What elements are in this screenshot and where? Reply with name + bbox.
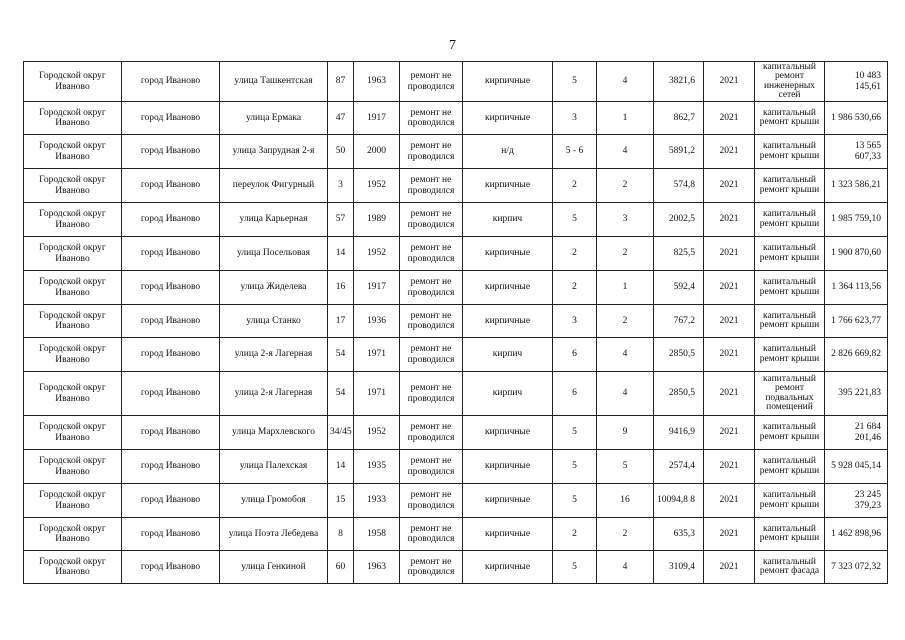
entrances-cell: 2 [597,237,654,271]
year-built-cell: 2000 [354,135,400,169]
entrances-cell: 4 [597,62,654,102]
work-type-cell: капитальный ремонт инженерных сетей [755,62,825,102]
area-cell: 862,7 [654,102,704,135]
last-repair-cell: ремонт не проводился [400,484,463,518]
city-cell: город Иваново [122,416,220,450]
district-cell: Городской округ Иваново [24,372,122,416]
cost-cell: 5 928 045,14 [825,450,888,484]
last-repair-cell: ремонт не проводился [400,102,463,135]
area-cell: 9416,9 [654,416,704,450]
floors-cell: 3 [553,305,597,338]
last-repair-cell: ремонт не проводился [400,271,463,305]
plan-year-cell: 2021 [704,518,755,551]
wall-material-cell: кирпич [463,372,553,416]
district-cell: Городской округ Иваново [24,338,122,372]
floors-cell: 5 [553,203,597,237]
area-cell: 592,4 [654,271,704,305]
cost-cell: 395 221,83 [825,372,888,416]
street-cell: улица Запрудная 2-я [220,135,328,169]
entrances-cell: 2 [597,169,654,203]
cost-cell: 7 323 072,32 [825,551,888,584]
city-cell: город Иваново [122,450,220,484]
table-row [24,305,888,338]
wall-material-cell: кирпичные [463,62,553,102]
entrances-cell: 3 [597,203,654,237]
street-cell: улица Посельовая [220,237,328,271]
plan-year-cell: 2021 [704,372,755,416]
wall-material-cell: н/д [463,135,553,169]
district-cell: Городской округ Иваново [24,135,122,169]
district-cell: Городской округ Иваново [24,271,122,305]
house-number-cell: 17 [328,305,354,338]
floors-cell: 3 [553,102,597,135]
street-cell: улица 2-я Лагерная [220,338,328,372]
area-cell: 2002,5 [654,203,704,237]
table-row [24,62,888,102]
floors-cell: 6 [553,372,597,416]
year-built-cell: 1935 [354,450,400,484]
last-repair-cell: ремонт не проводился [400,203,463,237]
plan-year-cell: 2021 [704,416,755,450]
year-built-cell: 1963 [354,62,400,102]
wall-material-cell: кирпич [463,338,553,372]
floors-cell: 5 [553,450,597,484]
table-row [24,372,888,416]
entrances-cell: 4 [597,338,654,372]
plan-year-cell: 2021 [704,271,755,305]
city-cell: город Иваново [122,484,220,518]
city-cell: город Иваново [122,305,220,338]
plan-year-cell: 2021 [704,450,755,484]
city-cell: город Иваново [122,518,220,551]
work-type-cell: капитальный ремонт крыши [755,203,825,237]
year-built-cell: 1952 [354,237,400,271]
floors-cell: 5 [553,62,597,102]
district-cell: Городской округ Иваново [24,484,122,518]
wall-material-cell: кирпич [463,203,553,237]
house-number-cell: 14 [328,237,354,271]
table-row [24,203,888,237]
area-cell: 3821,6 [654,62,704,102]
cost-cell: 23 245 379,23 [825,484,888,518]
district-cell: Городской округ Иваново [24,169,122,203]
house-number-cell: 8 [328,518,354,551]
entrances-cell: 4 [597,551,654,584]
work-type-cell: капитальный ремонт фасада [755,551,825,584]
last-repair-cell: ремонт не проводился [400,305,463,338]
table-row [24,237,888,271]
work-type-cell: капитальный ремонт крыши [755,237,825,271]
street-cell: улица 2-я Лагерная [220,372,328,416]
work-type-cell: капитальный ремонт крыши [755,518,825,551]
city-cell: город Иваново [122,237,220,271]
year-built-cell: 1917 [354,102,400,135]
wall-material-cell: кирпичные [463,271,553,305]
district-cell: Городской округ Иваново [24,551,122,584]
floors-cell: 5 [553,484,597,518]
area-cell: 3109,4 [654,551,704,584]
wall-material-cell: кирпичные [463,169,553,203]
city-cell: город Иваново [122,551,220,584]
area-cell: 574,8 [654,169,704,203]
page-number: 7 [449,38,456,53]
floors-cell: 5 [553,551,597,584]
table-body [24,62,888,584]
area-cell: 767,2 [654,305,704,338]
last-repair-cell: ремонт не проводился [400,416,463,450]
work-type-cell: капитальный ремонт крыши [755,450,825,484]
last-repair-cell: ремонт не проводился [400,551,463,584]
area-cell: 2850,5 [654,372,704,416]
entrances-cell: 1 [597,102,654,135]
year-built-cell: 1958 [354,518,400,551]
year-built-cell: 1917 [354,271,400,305]
plan-year-cell: 2021 [704,484,755,518]
district-cell: Городской округ Иваново [24,237,122,271]
cost-cell: 1 900 870,60 [825,237,888,271]
area-cell: 2850,5 [654,338,704,372]
floors-cell: 6 [553,338,597,372]
cost-cell: 1 985 759,10 [825,203,888,237]
floors-cell: 5 - 6 [553,135,597,169]
area-cell: 10094,8 8 [654,484,704,518]
floors-cell: 2 [553,271,597,305]
city-cell: город Иваново [122,372,220,416]
district-cell: Городской округ Иваново [24,62,122,102]
table-row [24,135,888,169]
cost-cell: 13 565 607,33 [825,135,888,169]
last-repair-cell: ремонт не проводился [400,135,463,169]
district-cell: Городской округ Иваново [24,305,122,338]
city-cell: город Иваново [122,169,220,203]
work-type-cell: капитальный ремонт крыши [755,416,825,450]
table-row [24,551,888,584]
plan-year-cell: 2021 [704,102,755,135]
entrances-cell: 2 [597,305,654,338]
entrances-cell: 4 [597,372,654,416]
table-row [24,450,888,484]
city-cell: город Иваново [122,62,220,102]
wall-material-cell: кирпичные [463,102,553,135]
house-number-cell: 57 [328,203,354,237]
street-cell: улица Поэта Лебедева [220,518,328,551]
year-built-cell: 1952 [354,416,400,450]
cost-cell: 21 684 201,46 [825,416,888,450]
plan-year-cell: 2021 [704,305,755,338]
wall-material-cell: кирпичные [463,416,553,450]
last-repair-cell: ремонт не проводился [400,338,463,372]
district-cell: Городской округ Иваново [24,203,122,237]
year-built-cell: 1936 [354,305,400,338]
table-row [24,102,888,135]
work-type-cell: капитальный ремонт крыши [755,169,825,203]
house-number-cell: 54 [328,338,354,372]
wall-material-cell: кирпичные [463,450,553,484]
work-type-cell: капитальный ремонт крыши [755,102,825,135]
last-repair-cell: ремонт не проводился [400,518,463,551]
year-built-cell: 1963 [354,551,400,584]
house-number-cell: 47 [328,102,354,135]
street-cell: улица Генкиной [220,551,328,584]
plan-year-cell: 2021 [704,237,755,271]
year-built-cell: 1933 [354,484,400,518]
year-built-cell: 1952 [354,169,400,203]
wall-material-cell: кирпичные [463,551,553,584]
house-number-cell: 34/45 [328,416,354,450]
repair-table [23,61,888,584]
last-repair-cell: ремонт не проводился [400,237,463,271]
table-row [24,416,888,450]
cost-cell: 10 483 145,61 [825,62,888,102]
city-cell: город Иваново [122,102,220,135]
table-row [24,338,888,372]
cost-cell: 1 462 898,96 [825,518,888,551]
street-cell: улица Карьерная [220,203,328,237]
cost-cell: 1 766 623,77 [825,305,888,338]
last-repair-cell: ремонт не проводился [400,450,463,484]
street-cell: улица Палехская [220,450,328,484]
last-repair-cell: ремонт не проводился [400,372,463,416]
street-cell: улица Станко [220,305,328,338]
area-cell: 825,5 [654,237,704,271]
table-row [24,169,888,203]
entrances-cell: 4 [597,135,654,169]
year-built-cell: 1971 [354,372,400,416]
city-cell: город Иваново [122,338,220,372]
entrances-cell: 2 [597,518,654,551]
last-repair-cell: ремонт не проводился [400,169,463,203]
work-type-cell: капитальный ремонт крыши [755,484,825,518]
district-cell: Городской округ Иваново [24,416,122,450]
area-cell: 635,3 [654,518,704,551]
wall-material-cell: кирпичные [463,305,553,338]
last-repair-cell: ремонт не проводился [400,62,463,102]
floors-cell: 2 [553,169,597,203]
district-cell: Городской округ Иваново [24,450,122,484]
entrances-cell: 5 [597,450,654,484]
area-cell: 5891,2 [654,135,704,169]
cost-cell: 1 323 586,21 [825,169,888,203]
cost-cell: 1 364 113,56 [825,271,888,305]
entrances-cell: 1 [597,271,654,305]
table-row [24,271,888,305]
house-number-cell: 54 [328,372,354,416]
floors-cell: 2 [553,237,597,271]
street-cell: улица Ермака [220,102,328,135]
house-number-cell: 16 [328,271,354,305]
wall-material-cell: кирпичные [463,518,553,551]
work-type-cell: капитальный ремонт крыши [755,305,825,338]
work-type-cell: капитальный ремонт крыши [755,271,825,305]
cost-cell: 1 986 530,66 [825,102,888,135]
city-cell: город Иваново [122,135,220,169]
plan-year-cell: 2021 [704,203,755,237]
street-cell: улица Жиделева [220,271,328,305]
city-cell: город Иваново [122,271,220,305]
floors-cell: 5 [553,416,597,450]
wall-material-cell: кирпичные [463,484,553,518]
entrances-cell: 16 [597,484,654,518]
house-number-cell: 14 [328,450,354,484]
plan-year-cell: 2021 [704,169,755,203]
year-built-cell: 1989 [354,203,400,237]
house-number-cell: 3 [328,169,354,203]
street-cell: переулок Фигурный [220,169,328,203]
cost-cell: 2 826 669,82 [825,338,888,372]
table-row [24,484,888,518]
district-cell: Городской округ Иваново [24,102,122,135]
floors-cell: 2 [553,518,597,551]
work-type-cell: капитальный ремонт подвальных помещений [755,372,825,416]
street-cell: улица Ташкентская [220,62,328,102]
plan-year-cell: 2021 [704,338,755,372]
plan-year-cell: 2021 [704,62,755,102]
area-cell: 2574,4 [654,450,704,484]
house-number-cell: 87 [328,62,354,102]
table-row [24,518,888,551]
district-cell: Городской округ Иваново [24,518,122,551]
plan-year-cell: 2021 [704,551,755,584]
work-type-cell: капитальный ремонт крыши [755,135,825,169]
work-type-cell: капитальный ремонт крыши [755,338,825,372]
year-built-cell: 1971 [354,338,400,372]
street-cell: улица Мархлевского [220,416,328,450]
entrances-cell: 9 [597,416,654,450]
house-number-cell: 15 [328,484,354,518]
wall-material-cell: кирпичные [463,237,553,271]
house-number-cell: 60 [328,551,354,584]
street-cell: улица Громобоя [220,484,328,518]
city-cell: город Иваново [122,203,220,237]
house-number-cell: 50 [328,135,354,169]
plan-year-cell: 2021 [704,135,755,169]
